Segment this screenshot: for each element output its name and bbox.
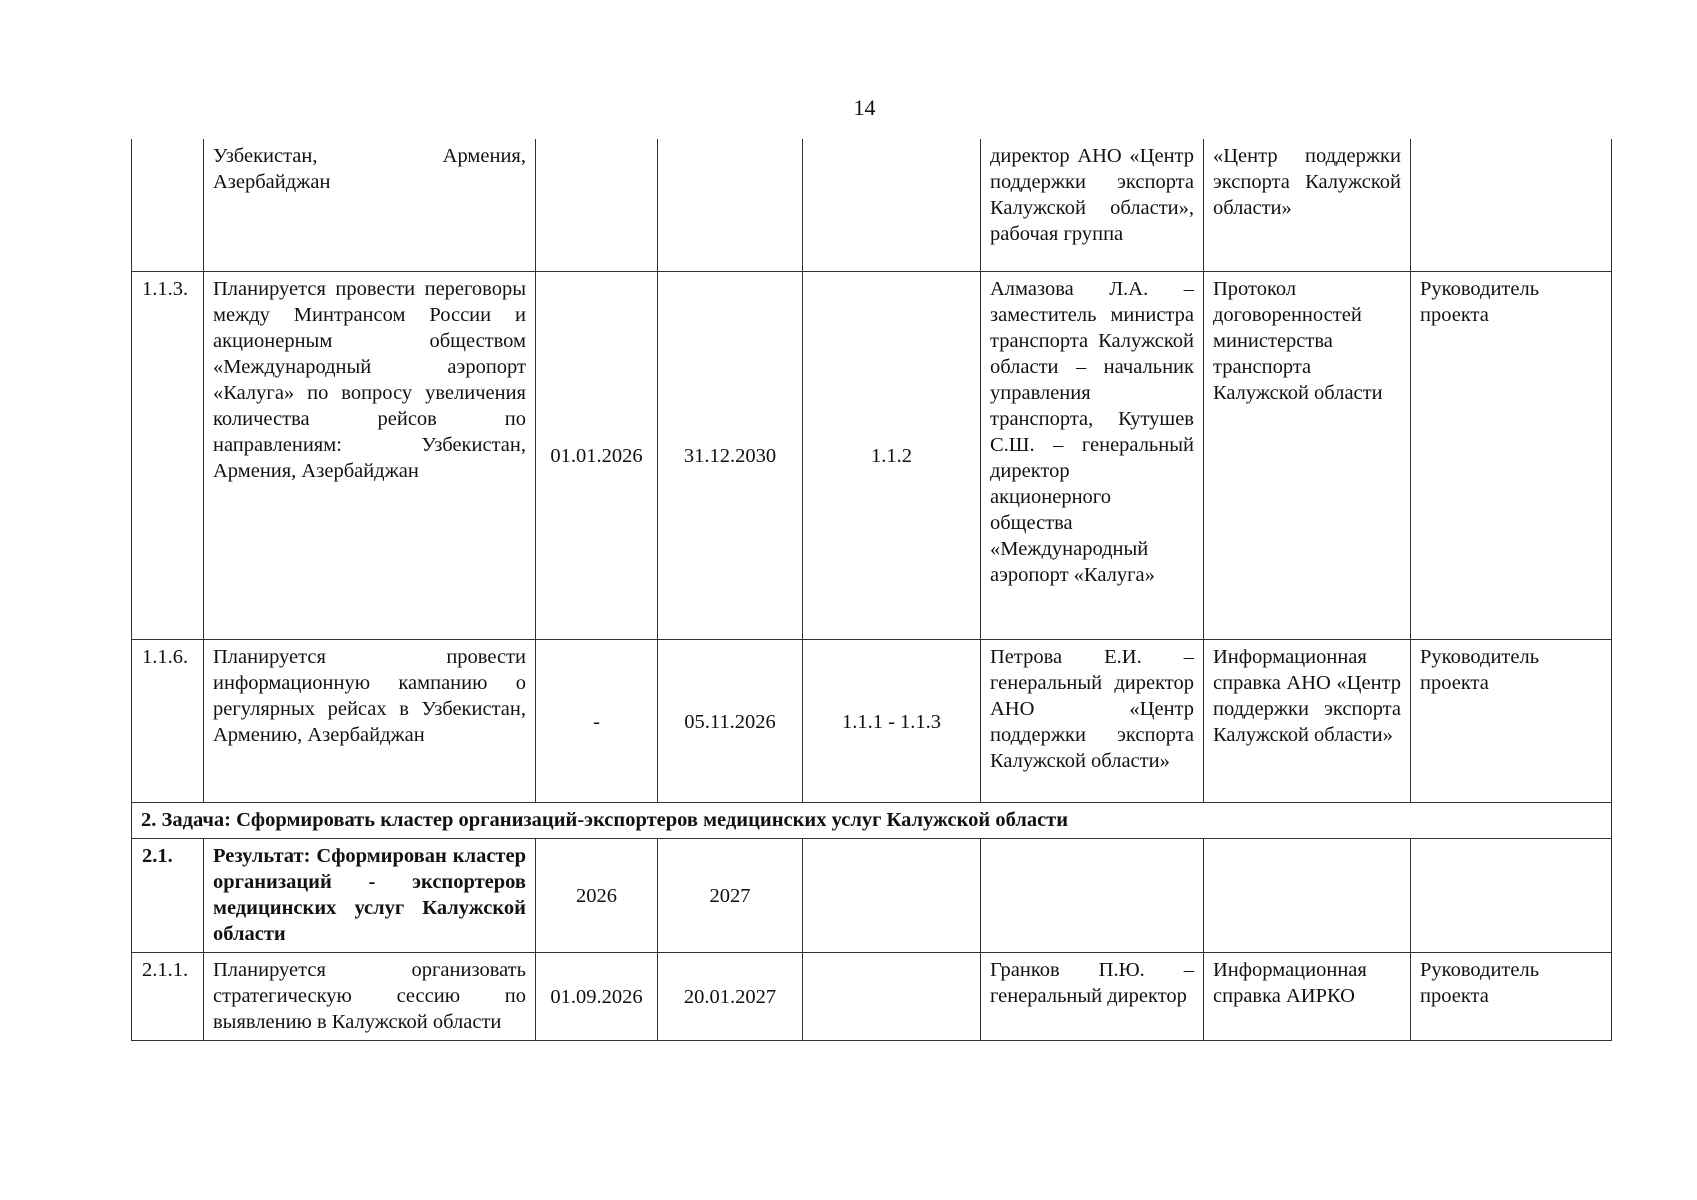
end-date: 20.01.2027	[658, 952, 803, 1040]
responsible: Петрова Е.И. – генеральный директор АНО «Центр поддержки экспорта Калужской области»	[981, 639, 1204, 802]
result-description: Результат: Сформирован кластер организаций - экспортеров медицинских услуг Калужской области	[204, 838, 536, 952]
event-description: Планируется организовать стратегическую сессию по выявлению в Калужской области	[204, 952, 536, 1040]
control-level: Руководитель проекта	[1411, 952, 1612, 1040]
end-date: 31.12.2030	[658, 271, 803, 639]
responsible: директор АНО «Центр поддержки экспорта Калужской области», рабочая группа	[981, 139, 1204, 271]
start-date	[536, 139, 658, 271]
end-date	[658, 139, 803, 271]
result-document: «Центр поддержки экспорта Калужской области»	[1204, 139, 1411, 271]
control-level	[1411, 838, 1612, 952]
row-number: 2.1.	[132, 838, 204, 952]
task-row	[132, 802, 1612, 838]
row-number: 1.1.6.	[132, 639, 204, 802]
result-row	[132, 838, 1612, 952]
start-date: 01.09.2026	[536, 952, 658, 1040]
project-plan-table	[131, 139, 1612, 1041]
table-row-continuation	[132, 139, 1612, 271]
predecessor: 1.1.2	[803, 271, 981, 639]
event-description: Планируется провести переговоры между Минтрансом России и акционерным обществом «Международный аэропорт «Калуга» по вопросу увеличения количества рейсов по направлениям: Узбекистан, Армения, Азербайджан	[204, 271, 536, 639]
result-document: Информационная справка АИРКО	[1204, 952, 1411, 1040]
responsible: Алмазова Л.А. – заместитель министра транспорта Калужской области – начальник управления транспорта, Кутушев С.Ш. – генеральный директор акционерного общества «Международный аэропорт «Калуга»	[981, 271, 1204, 639]
table-row	[132, 952, 1612, 1040]
predecessor	[803, 952, 981, 1040]
page-number: 14	[853, 95, 876, 120]
task-heading: 2. Задача: Сформировать кластер организаций-экспортеров медицинских услуг Калужской области	[132, 802, 1612, 838]
result-document	[1204, 838, 1411, 952]
start-date: -	[536, 639, 658, 802]
control-level	[1411, 139, 1612, 271]
table-row	[132, 271, 1612, 639]
responsible	[981, 838, 1204, 952]
result-document: Протокол договоренностей министерства транспорта Калужской области	[1204, 271, 1411, 639]
end-date: 05.11.2026	[658, 639, 803, 802]
row-number: 2.1.1.	[132, 952, 204, 1040]
row-number	[132, 139, 204, 271]
predecessor	[803, 838, 981, 952]
table-row	[132, 639, 1612, 802]
result-document: Информационная справка АНО «Центр поддержки экспорта Калужской области»	[1204, 639, 1411, 802]
event-description: Планируется провести информационную кампанию о регулярных рейсах в Узбекистан, Армению, Азербайджан	[204, 639, 536, 802]
end-year: 2027	[658, 838, 803, 952]
row-number: 1.1.3.	[132, 271, 204, 639]
predecessor: 1.1.1 - 1.1.3	[803, 639, 981, 802]
start-year: 2026	[536, 838, 658, 952]
control-level: Руководитель проекта	[1411, 271, 1612, 639]
control-level: Руководитель проекта	[1411, 639, 1612, 802]
responsible: Гранков П.Ю. – генеральный директор	[981, 952, 1204, 1040]
start-date: 01.01.2026	[536, 271, 658, 639]
event-description: Узбекистан, Армения, Азербайджан	[204, 139, 536, 271]
predecessor	[803, 139, 981, 271]
